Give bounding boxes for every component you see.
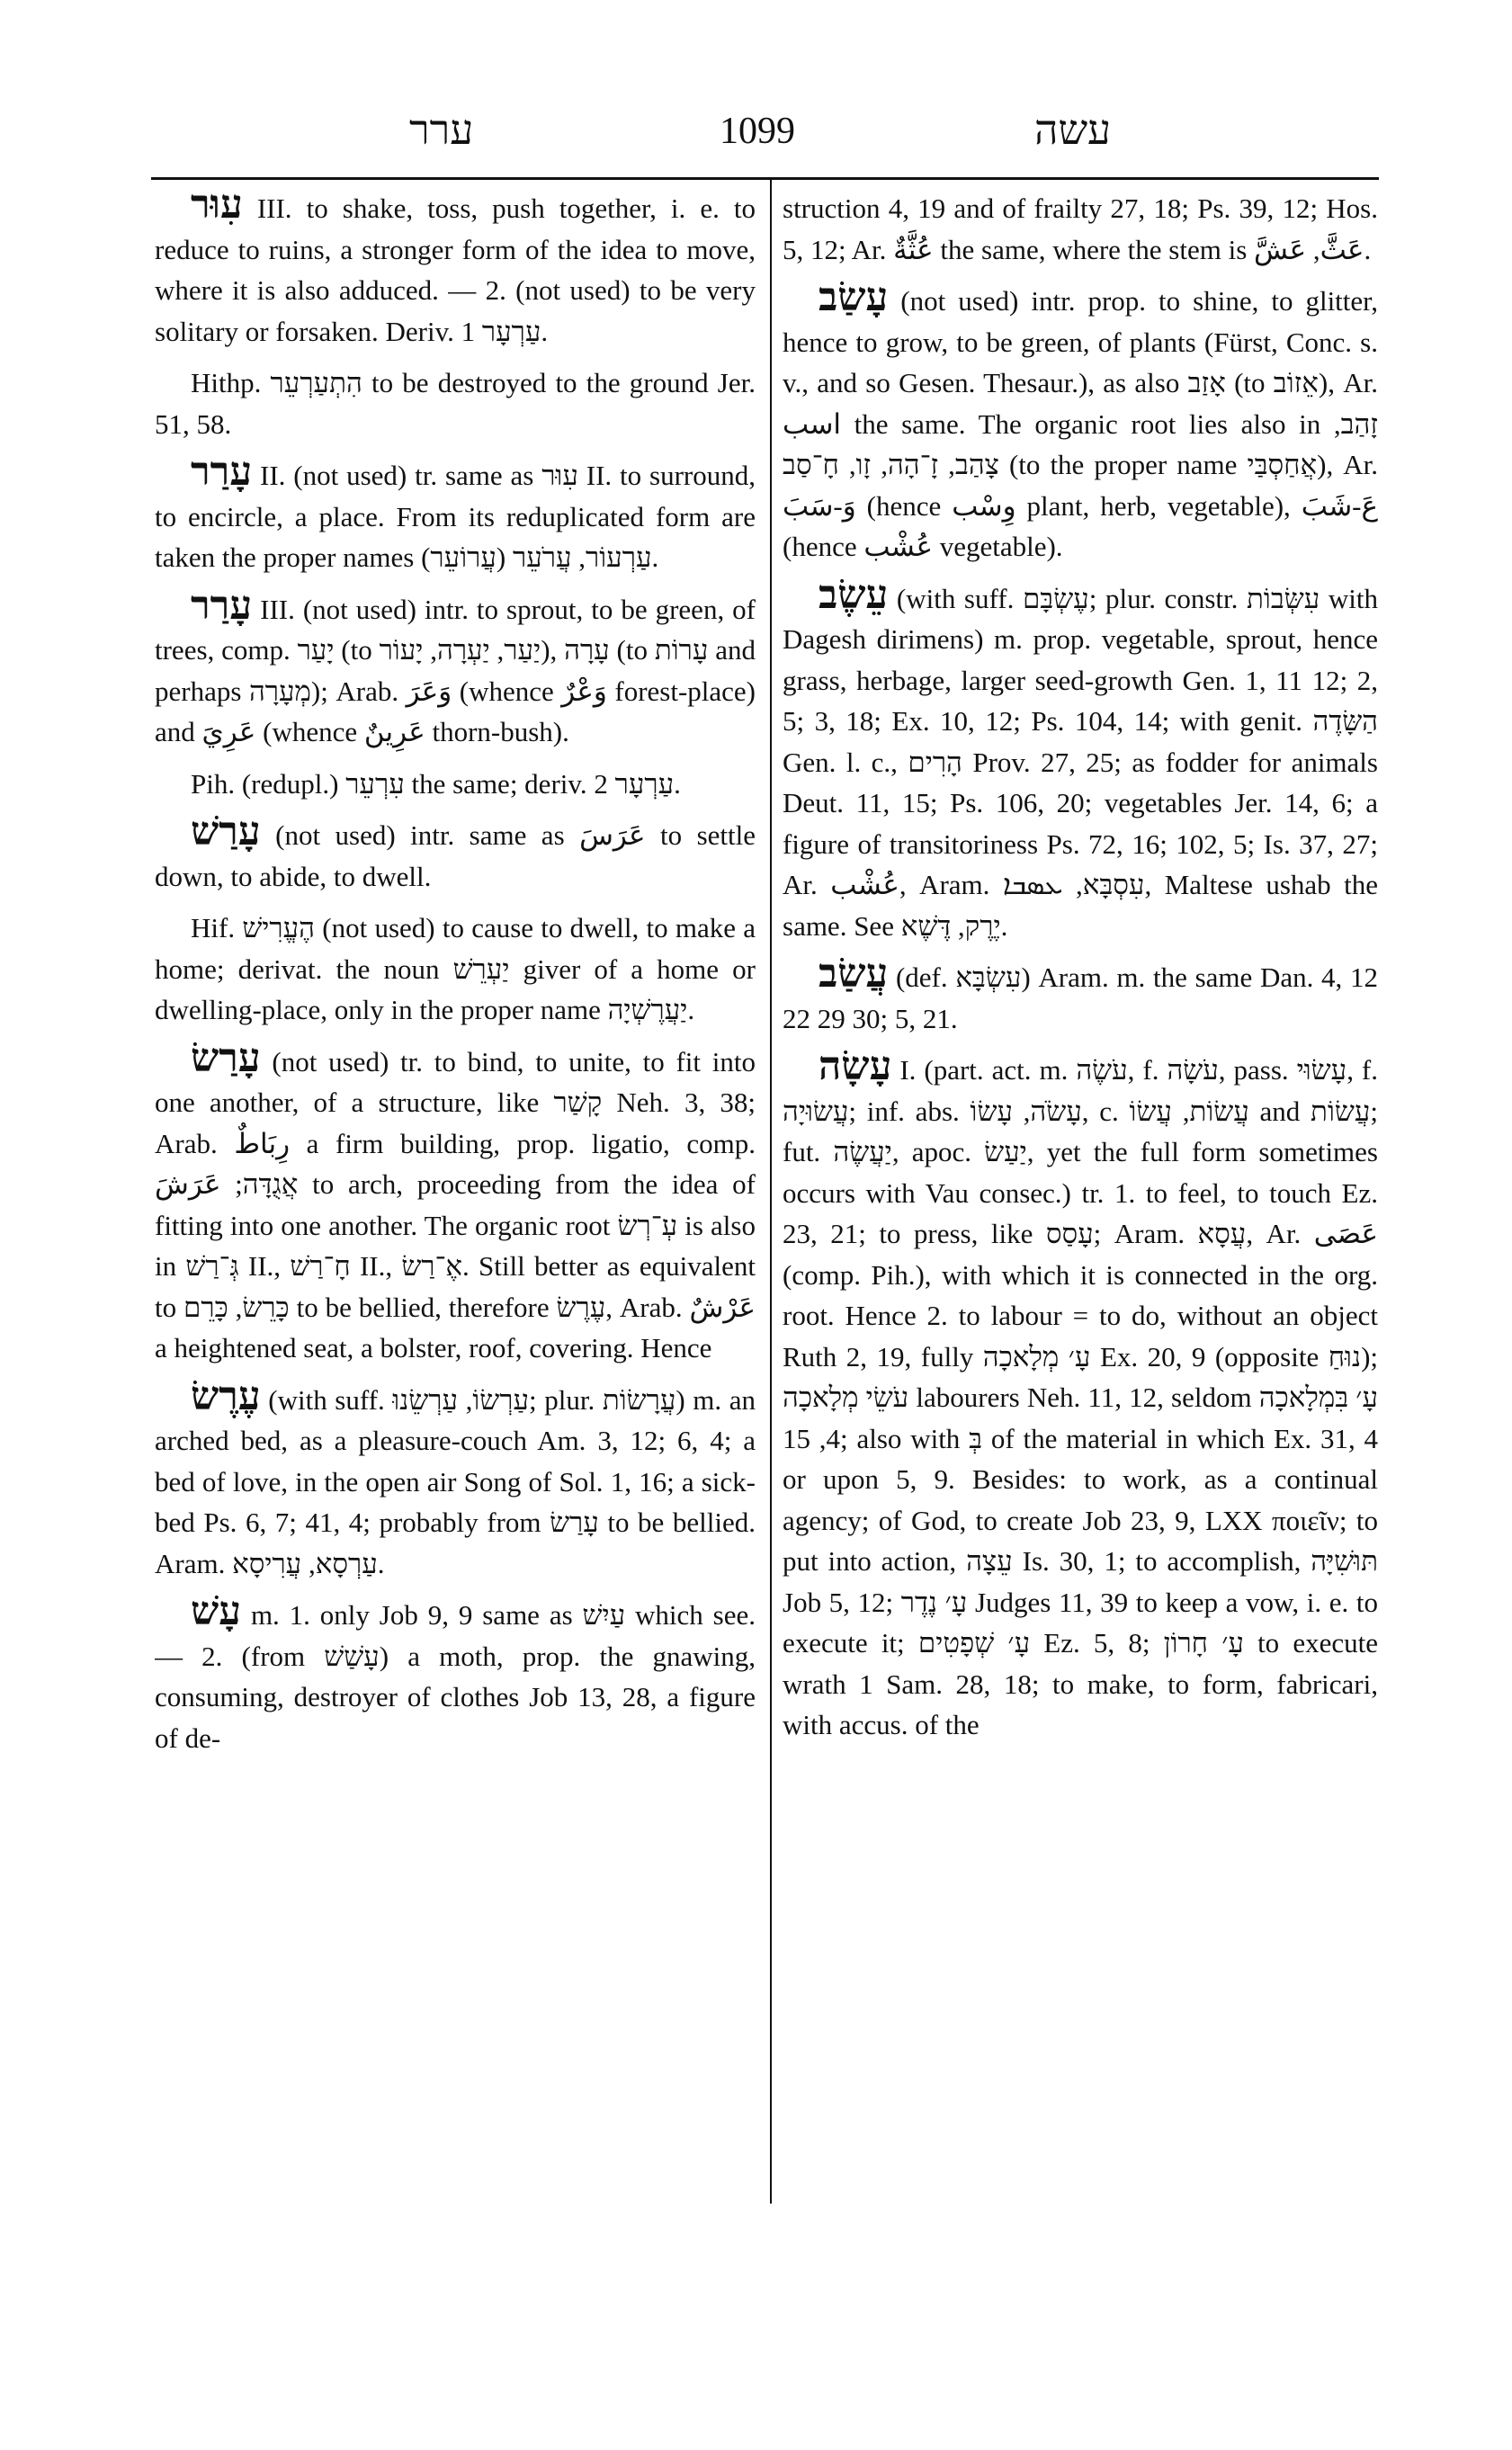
dictionary-entry xyxy=(155,184,756,352)
entry-text: (with suff. עֶשְׂבָּם; plur. constr. עִשְּׂבוֹת with Dagesh dirimens) m. prop. vegetable, sprout, hence grass, herbage, larger seed-growth Gen. 1, 11 12; 2, 5; 3, 18; Ex. 10, 12; Ps. 104, 14; with genit. הַשָּׂדֶה Gen. l. c., הָרִים Prov. 27, 25; as fodder for animals Deut. 11, 15; Ps. 106, 20; vegetables Jer. 14, 6; a figure of transitoriness Ps. 72, 16; 102, 5; Is. 37, 27; Ar. عُشْب, Aram. עִסְבָּא, ܥܣܒܐ, Maltese ushab the same. See יֶרֶק, דֶּשֶׁא. xyxy=(783,582,1378,942)
dictionary-entry xyxy=(783,1046,1378,1746)
entry-text: Hithp. הִתְעַרְעֵר to be destroyed to the ground Jer. 51, 58. xyxy=(155,367,756,440)
left-column xyxy=(155,184,756,2208)
right-column xyxy=(783,184,1378,2208)
entry-headword: עָשׁ xyxy=(191,1589,242,1633)
entry-headword: עָרַשׂ xyxy=(191,1035,261,1080)
entry-text: II. (not used) tr. same as עִוּר II. to surround, to encircle, a place. From its reduplicated form are taken the proper names עַרְעוֹר, עֲרֹעֵר (עֲרוֹעֵר). xyxy=(155,460,756,573)
entry-headword: עֲשַׂב xyxy=(819,952,889,996)
entry-text: (not used) intr. prop. to shine, to glitter, hence to grow, to be green, of plants (Fürst, Conc. s. v., and so Gesen. Thesaur.), as also אָזַב (to אֵזוֹב), Ar. اسب the same. The organic root lies also in זָהַב, צָהַב, זָ־הָה, זָו, חָ־סַב (to the proper name אֲחַסְבַּי), Ar. وَ-سَبَ (hence وِسْب plant, herb, vegetable), عَ-شَبَ (hence عُشْب vegetable). xyxy=(783,285,1378,562)
dictionary-entry xyxy=(155,760,756,805)
entry-text: (with suff. עַרְשׂוֹ, עַרְשֵׂנוּ; plur. עֲרָשׂוֹת) m. an arched bed, as a pleasure-couch Am. 3, 12; 6, 4; a bed of love, in the open air Song of Sol. 1, 16; a sick-bed Ps. 6, 7; 41, 4; probably from עָרַשׂ to be bellied. Aram. עַרְסָא, עֲרִיסָא. xyxy=(155,1383,756,1579)
entry-text: (def. עִשְׂבָּא) Aram. m. the same Dan. 4, 12 22 29 30; 5, 21. xyxy=(783,961,1378,1034)
dictionary-entry xyxy=(155,359,756,444)
dictionary-entry xyxy=(155,452,756,578)
entry-text: struction 4, 19 and of frailty 27, 18; Ps. 39, 12; Hos. 5, 12; Ar. عُثَّةٌ the same, where the stem is عَثَّ, عَشَّ. xyxy=(783,192,1378,265)
entry-text: (not used) intr. same as عَرَسَ to settle down, to abide, to dwell. xyxy=(155,819,756,892)
header-rule xyxy=(151,177,1379,180)
dictionary-entry xyxy=(155,1591,756,1758)
entry-text: Pih. (redupl.) עִרְעֵר the same; deriv. עַרְעָר 2. xyxy=(191,767,681,800)
column-divider xyxy=(770,180,772,2204)
entry-headword: עָרַר xyxy=(191,583,253,628)
dictionary-entry xyxy=(155,811,756,897)
dictionary-entry xyxy=(155,1373,756,1585)
running-head-left: ערר xyxy=(409,107,474,153)
entry-headword: עָרַר xyxy=(191,450,253,494)
dictionary-entry xyxy=(155,583,756,753)
dictionary-entry xyxy=(783,277,1378,568)
entry-headword: עָשָׂה xyxy=(819,1044,892,1088)
dictionary-entry xyxy=(783,572,1378,947)
dictionary-entry xyxy=(155,904,756,1031)
page-number: 1099 xyxy=(720,111,795,152)
entry-text: Hif. הֶעֱרִישׁ (not used) to cause to dwell, to make a home; derivat. the noun יַעְרֵשׁ giver of a home or dwelling-place, only in the proper name יַעֲרֶשְׁיָה. xyxy=(155,912,756,1025)
entry-text: I. (part. act. m. עֹשֶׂה, f. עֹשָׂה, pass. עָשׂוּי, f. עֲשׂוּיָה; inf. abs. עָשֹׂה, עָשׂוֹ, c. עֲשׂוֹת, עֲשׂוֹ and עֲשׂוֹת; fut. יַעֲשֶׂה, apoc. יַעַשׂ, yet the full form sometimes occurs with Vau consec.) tr. 1. to feel, to touch Ez. 23, 21; to press, like עָסַס; Aram. עֲסָא, Ar. عَصَى (comp. Pih.), with which it is connected in the org. root. Hence 2. to labour = to do, without an object Ruth 2, 19, fully עָ׳ מְלָאכָה Ex. 20, 9 (opposite נוּחַ); עֹשֵׂי מְלָאכָה labourers Neh. 11, 12, seldom עָ׳ בִּמְלָאכָה 4, 15; also with בְּ of the material in which Ex. 31, 4 or upon 5, 9. Besides: to work, as a continual agency; of God, to create Job 23, 9, LXX ποιεῖν; to put into action, עֵצָה Is. 30, 1; to accomplish, תּוּשִׁיָּה Job 5, 12; עָ׳ נֶדֶר Judges 11, 39 to keep a vow, i. e. to execute it; עָ׳ שְׁפָטִים Ez. 5, 8; עָ׳ חָרוֹן to execute wrath 1 Sam. 28, 18; to make, to form, fabricari, with accus. of the xyxy=(783,1054,1378,1740)
entry-text: m. 1. only Job 9, 9 same as עַיִשׁ which see. — 2. (from עָשַׁשׁ) a moth, prop. the gnawing, consuming, destroyer of clothes Job 13, 28, a figure of de- xyxy=(155,1599,756,1754)
entry-headword: עֵשֶׂב xyxy=(819,572,889,617)
running-head-right: עשה xyxy=(1034,107,1112,153)
entry-headword: עָרַשׁ xyxy=(191,809,261,854)
entry-headword: עָשַׂב xyxy=(819,275,889,319)
dictionary-entry xyxy=(783,184,1378,270)
entry-text: III. (not used) intr. to sprout, to be green, of trees, comp. יָעַר (to יַעַר, יַעְרָה, יָעוֹר), עָרָה (to עָרוֹת and perhaps מְעָרָה); Arab. وَعَرَ (whence وَعْرٌ forest-place) and عَرِيَ (whence عَرِينٌ thorn-bush). xyxy=(155,593,756,747)
dictionary-entry xyxy=(783,953,1378,1039)
entry-headword: עֶרֶשׂ xyxy=(191,1373,261,1418)
dictionary-entry xyxy=(155,1035,756,1369)
entry-headword: עִוּר xyxy=(191,184,243,227)
entry-text: III. to shake, toss, push together, i. e. to reduce to ruins, a stronger form of the idea to move, where it is also adduced. — 2. (not used) to be very solitary or forsaken. Deriv. עַרְעָר 1. xyxy=(155,192,756,347)
entry-text: (not used) tr. to bind, to unite, to fit into one another, of a structure, like קָשַׁר Neh. 3, 38; Arab. رِبَاطٌ a firm building, prop. ligatio, comp. אֲגֻדָּה; عَرَشَ to arch, proceeding from the idea of fitting into one another. The organic root עְ־רְשׂ is also in גְּ־רַשׁ II., חָ־רַשׁ II., אֶ־רַשׂ. Still better as equivalent to כָּרֵשׂ, כָּרֵם to be bellied, therefore עֶרֶשׂ, Arab. عَرْشٌ a heightened seat, a bolster, roof, covering. Hence xyxy=(155,1045,756,1364)
